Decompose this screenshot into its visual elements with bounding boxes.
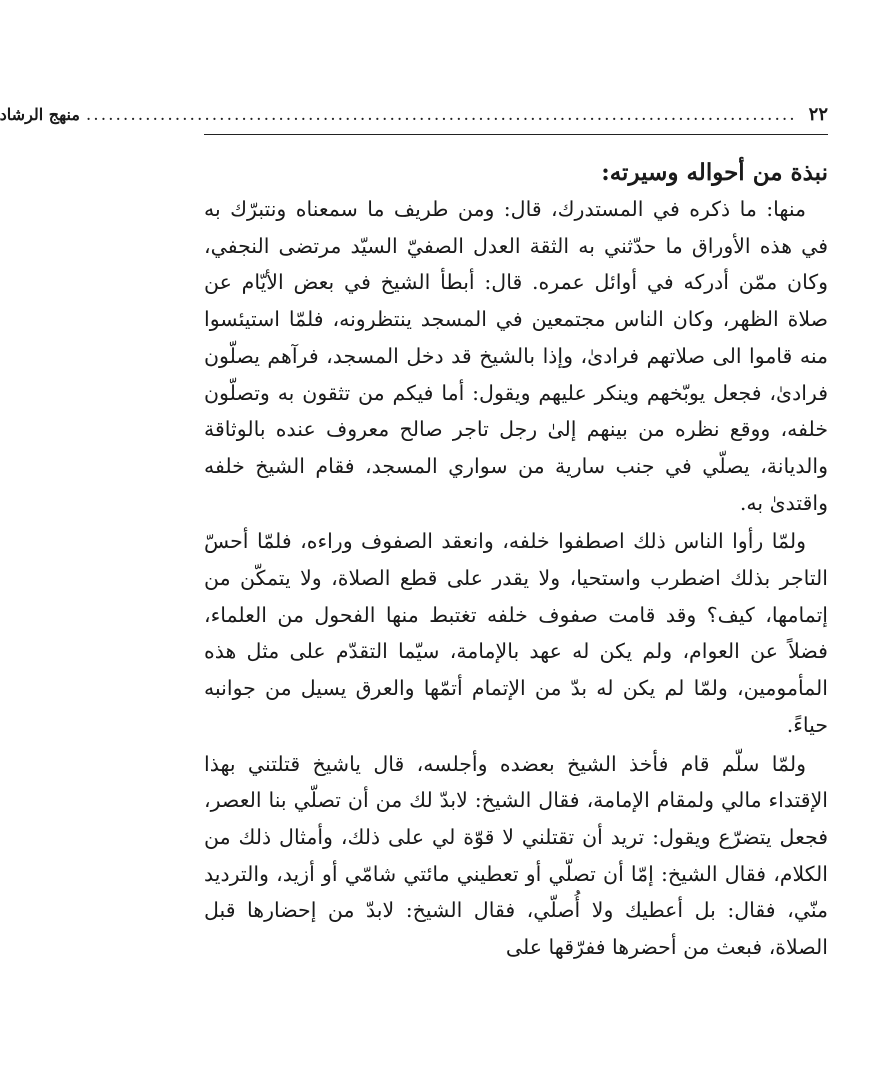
running-header: [0, 104, 828, 135]
book-title: منهج الرشاد: [0, 105, 80, 124]
paragraph: منها: ما ذكره في المستدرك، قال: ومن طريف ما سمعناه ونتبرّك به في هذه الأوراق ما حدّثني به الثقة العدل الصفيّ السيّد مرتضى النجفي، وكان ممّن أدركه في أوائل عمره. قال: أبطأ الشيخ في بعض الأيّام عن صلاة الظهر، وكان الناس مجتمعين في المسجد ينتظرونه، فلمّا استيئسوا منه قاموا الى صلاتهم فرادىٰ، وإذا بالشيخ قد دخل المسجد، فرآهم يصلّون فرادىٰ، فجعل يوبّخهم وينكر عليهم ويقول: أما فيكم من تثقون به وتصلّون خلفه، ووقع نظره من بينهم إلىٰ رجل تاجر صالح معروف عنده بالوثاقة والديانة، يصلّي في جنب سارية من سواري المسجد، فقام الشيخ خلفه واقتدىٰ به.: [204, 197, 828, 515]
body-text: [204, 191, 828, 966]
page-number: ٢٢: [808, 104, 828, 125]
paragraph: ولمّا سلّم قام فأخذ الشيخ بعضده وأجلسه، قال ياشيخ قتلتني بهذا الإقتداء مالي ولمقام الإمامة، فقال الشيخ: لابدّ لك من أن تصلّي بنا العصر، فجعل يتضرّع ويقول: تريد أن تقتلني لا قوّة لي على ذلك، وأمثال ذلك من الكلام، فقال الشيخ: إمّا أن تصلّي أو تعطيني مائتي شامّي أو أزيد، والترديد منّي، فقال: بل أعطيك ولا أُصلّي، فقال الشيخ: لابدّ من إحضارها قبل الصلاة، فبعث من أحضرها ففرّقها على: [204, 751, 828, 960]
section-heading: نبذة من أحواله وسيرته:: [601, 159, 828, 186]
leader-dots: ................................................................................................: [85, 105, 797, 125]
paragraph: ولمّا رأوا الناس ذلك اصطفوا خلفه، وانعقد الصفوف وراءه، فلمّا أحسّ التاجر بذلك اضطرب واستحيا، ولا يقدر على قطع الصلاة، ولا يتمكّن من إتمامها، كيف؟ وقد قامت صفوف خلفه تغتبط منها الفحول من العلماء، فضلاً عن العوام، ولم يكن له عهد بالإمامة، سيّما التقدّم على مثل هذه المأمومين، ولمّا لم يكن له بدّ من الإتمام أتمّها والعرق يسيل من جوانبه حياءً.: [204, 529, 828, 737]
